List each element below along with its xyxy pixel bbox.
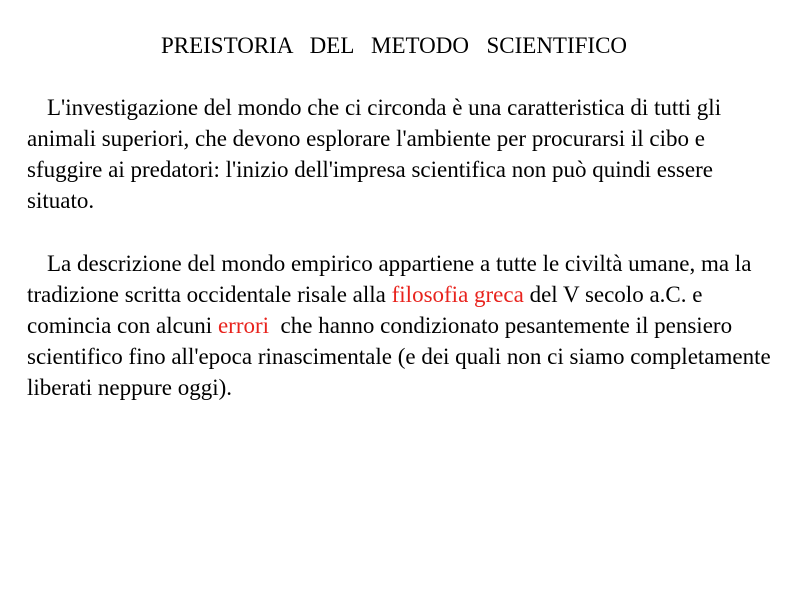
paragraph-intro-text: L'investigazione del mondo che ci circonda è una caratteristica di tutti gli animali superiori, che devono esplorare l'ambiente per procurarsi il cibo e sfuggire ai predatori: l'inizio dell'impresa scientifica non può quindi essere situato. [27,95,722,213]
paragraph-history-text-end: che hanno condizionato pesantemente il pensiero scientifico fino all'epoca rinascimentale (e dei quali non ci siamo completamente liberati neppure oggi). [27,313,777,400]
paragraph-history [27,248,777,403]
paragraph-history-text-middle: del V secolo a.C. e comincia con alcuni [27,282,703,338]
page-title: PREISTORIA DEL METODO SCIENTIFICO [160,33,628,58]
link-errori[interactable]: errori [217,313,270,338]
paragraph-history-text-start: La descrizione del mondo empirico appartiene a tutte le civiltà umane, ma la tradizione scritta occidentale risale alla [27,251,752,307]
paragraph-intro [27,92,772,216]
link-filosofia-greca[interactable]: filosofia greca [391,282,524,307]
